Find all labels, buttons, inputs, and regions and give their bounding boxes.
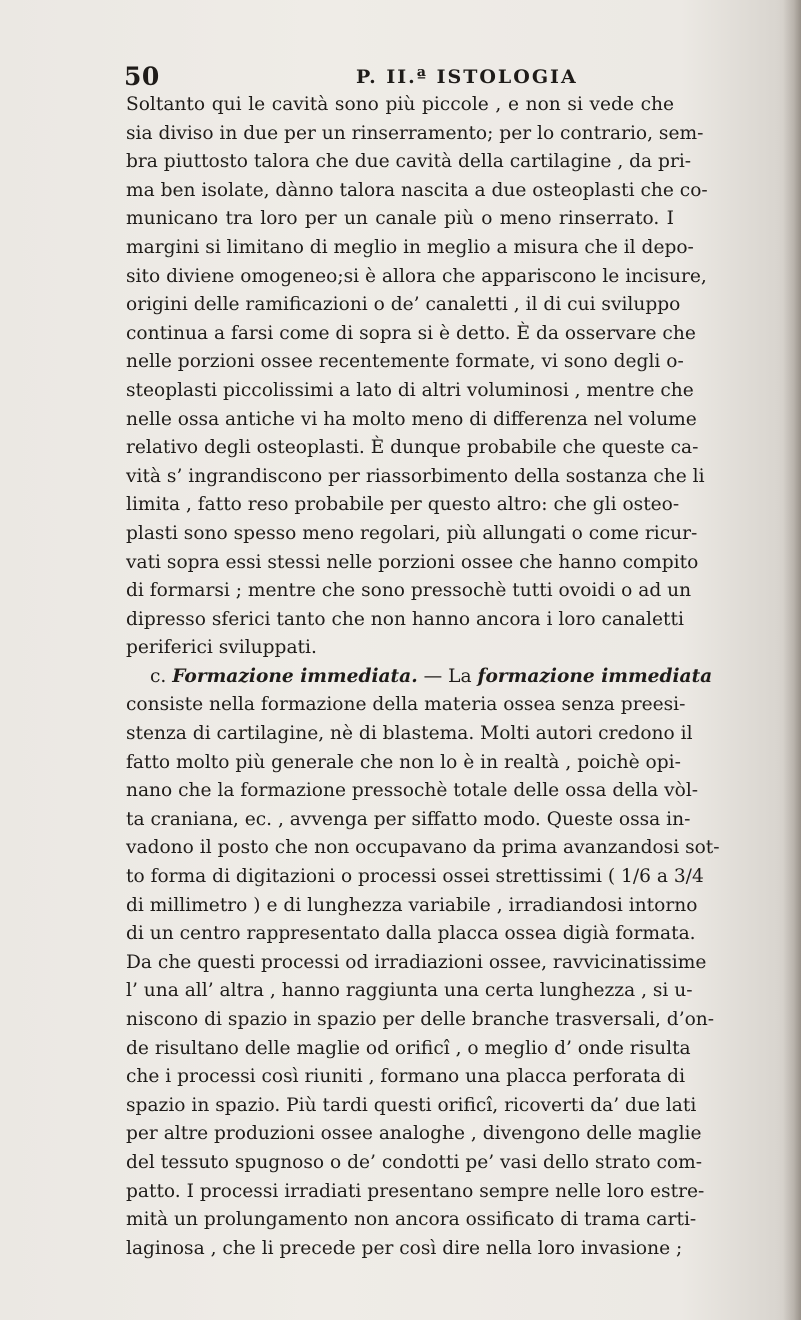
text-line: nelle ossa antiche vi ha molto meno di differenza nel volume (126, 408, 697, 430)
text-line: vità s’ ingrandiscono per riassorbimento della sostanza che li (126, 465, 705, 487)
text-line: relativo degli osteoplasti. È dunque probabile che queste ca- (126, 437, 699, 459)
text-line: sia diviso in due per un rinserramento; per lo contrario, sem- (126, 122, 704, 144)
text-line: per altre produzioni ossee analoghe , divengono delle maglie (126, 1123, 702, 1145)
running-title: P. II.ª ISTOLOGIA (356, 66, 578, 88)
section-heading-line (126, 663, 713, 692)
text-line: plasti sono spesso meno regolari, più allungati o come ricur- (126, 522, 698, 544)
text-line: fatto molto più generale che non lo è in realtà , poichè opi- (126, 751, 681, 773)
text-line: origini delle ramificazioni o de’ canaletti , il di cui sviluppo (126, 294, 681, 316)
text-line: limita , fatto reso probabile per questo altro: che gli osteo- (126, 494, 680, 516)
section-dash: — La (423, 665, 472, 687)
text-line: di un centro rappresentato dalla placca ossea digià formata. (126, 923, 696, 945)
text-line: Da che questi processi od irradiazioni ossee, ravvicinatissime (126, 951, 707, 973)
text-line: nelle porzioni ossee recentemente formate, vi sono degli o- (126, 351, 684, 373)
text-line: consiste nella formazione della materia ossea senza preesi- (126, 694, 686, 716)
text-line: vati sopra essi stessi nelle porzioni ossee che hanno compito (126, 551, 699, 573)
text-line: spazio in spazio. Più tardi questi orificî, ricoverti da’ due lati (126, 1094, 697, 1116)
text-line: patto. I processi irradiati presentano sempre nelle loro estre- (126, 1180, 705, 1202)
text-line: che i processi così riuniti , formano una placca perforata di (126, 1066, 686, 1088)
text-line: di millimetro ) e di lunghezza variabile , irradiandosi intorno (126, 894, 698, 916)
text-line: niscono di spazio in spazio per delle branche trasversali, d’on- (126, 1009, 715, 1030)
text-line: nano che la formazione pressochè totale delle ossa della vòl- (126, 780, 699, 802)
section-title-repeat: formazione immediata (477, 665, 713, 687)
text-line: bra piuttosto talora che due cavità della cartilagine , da pri- (126, 151, 692, 173)
text-line: ma ben isolate, dànno talora nascita a due osteoplasti che co- (126, 179, 708, 201)
text-line: l’ una all’ altra , hanno raggiunta una certa lunghezza , si u- (126, 980, 693, 1002)
text-line: de risultano delle maglie od orificî , o meglio d’ onde risulta (126, 1037, 691, 1059)
text-line: municano tra loro per un canale più o meno rinserrato. I (126, 208, 674, 230)
text-line: laginosa , che li precede per così dire nella loro invasione ; (126, 1237, 683, 1259)
text-line: ta craniana, ec. , avvenga per siffatto modo. Queste ossa in- (126, 808, 691, 830)
text-line: continua a farsi come di sopra si è detto. È da osservare che (126, 322, 696, 344)
text-line: di formarsi ; mentre che sono pressochè tutti ovoidi o ad un (126, 580, 692, 602)
text-line: del tessuto spugnoso o de’ condotti pe’ vasi dello strato com- (126, 1151, 703, 1173)
page-edge-shadow (783, 0, 801, 1320)
section-label: c. (150, 665, 167, 687)
text-line: vadono il posto che non occupavano da prima avanzandosi sot- (126, 837, 720, 859)
text-line: to forma di digitazioni o processi ossei strettissimi ( 1/6 a 3/4 (126, 866, 704, 888)
text-line: Soltanto qui le cavità sono più piccole , e non si vede che (126, 94, 674, 115)
text-line: dipresso sferici tanto che non hanno ancora i loro canaletti (126, 608, 684, 630)
text-line: steoplasti piccolissimi a lato di altri voluminosi , mentre che (126, 379, 694, 401)
body-text (126, 91, 720, 1263)
text-line: sito diviene omogeneo;si è allora che appariscono le incisure, (126, 265, 707, 287)
text-line: stenza di cartilagine, nè di blastema. Molti autori credono il (126, 723, 693, 745)
text-line: periferici sviluppati. (126, 637, 317, 659)
text-line: margini si limitano di meglio in meglio a misura che il depo- (126, 236, 694, 258)
text-line: mità un prolungamento non ancora ossificato di trama carti- (126, 1209, 697, 1231)
section-title: Formazione immediata. (172, 665, 418, 687)
page-number: 50 (124, 62, 160, 91)
